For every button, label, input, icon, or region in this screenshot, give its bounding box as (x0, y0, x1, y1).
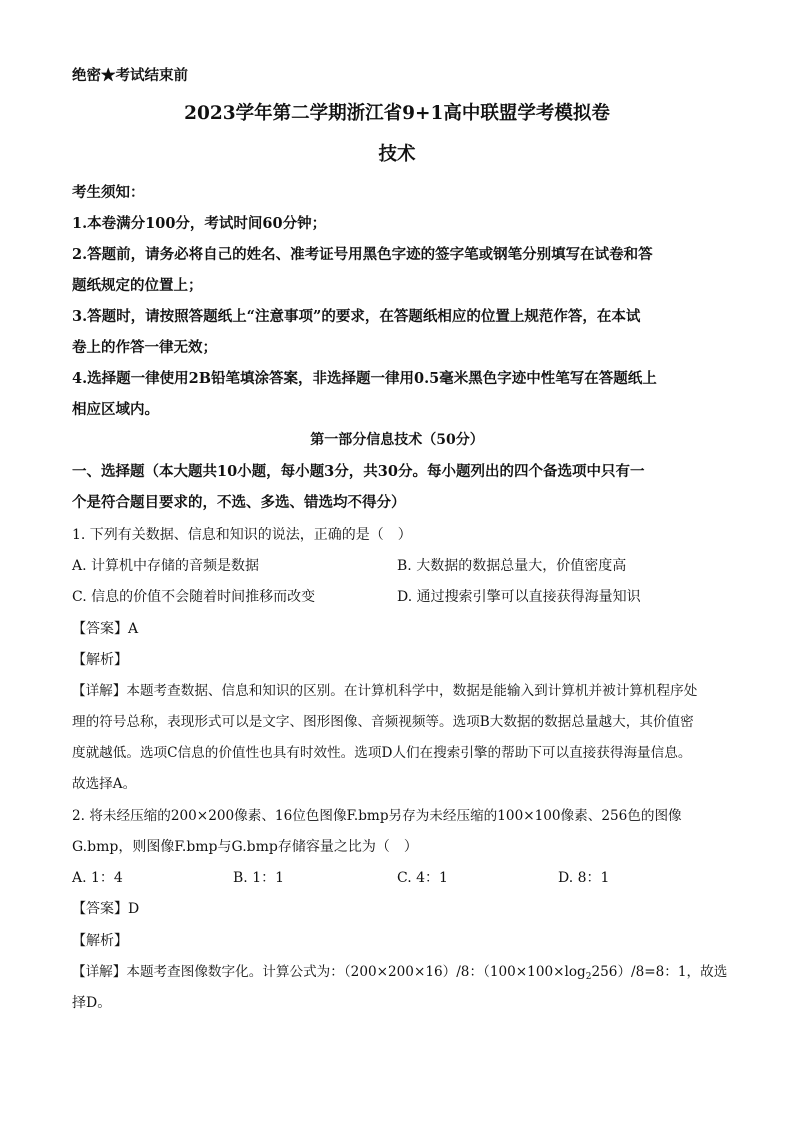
question-2-option-b: B. 1：1 (233, 870, 285, 886)
question-2-analysis-label: 【解析】 (72, 933, 128, 949)
confidential-label: 绝密★考试结束前 (72, 67, 188, 84)
question-1-analysis-label: 【解析】 (72, 652, 128, 668)
question-1-option-b: B. 大数据的数据总量大，价值密度高 (397, 558, 627, 574)
question-2-stem: 2. 将未经压缩的200×200像素、16位色图像F.bmp另存为未经压缩的100×100像素、256色的图像 (72, 808, 682, 824)
question-1-stem: 1. 下列有关数据、信息和知识的说法，正确的是（ ） (72, 527, 412, 543)
question-1-option-c: C. 信息的价值不会随着时间推移而改变 (72, 589, 316, 605)
notice-line: 卷上的作答一律无效； (72, 339, 217, 356)
question-1-detail: 【详解】本题考查数据、信息和知识的区别。在计算机科学中，数据是能输入到计算机并被计算机程序处 (72, 683, 698, 699)
notice-line: 4.选择题一律使用2B铅笔填涂答案，非选择题一律用0.5毫米黑色字迹中性笔写在答题纸上 (72, 370, 657, 387)
question-2-option-a: A. 1：4 (72, 870, 123, 886)
question-1-detail: 故选择A。 (72, 776, 137, 792)
question-2-answer: 【答案】D (72, 901, 140, 917)
section-heading: 一、选择题（本大题共10小题，每小题3分，共30分。每小题列出的四个备选项中只有一 (72, 463, 645, 480)
question-2-stem: G.bmp，则图像F.bmp与G.bmp存储容量之比为（ ） (72, 839, 418, 855)
notice-line: 3.答题时，请按照答题纸上“注意事项”的要求，在答题纸相应的位置上规范作答，在本试 (72, 308, 641, 325)
question-1-option-d: D. 通过搜索引擎可以直接获得海量知识 (397, 589, 641, 605)
section-heading: 个是符合题目要求的，不选、多选、错选均不得分） (72, 494, 406, 511)
question-1-detail: 理的符号总称，表现形式可以是文字、图形图像、音频视频等。选项B大数据的数据总量越大，其价值密 (72, 714, 694, 730)
notice-line: 相应区域内。 (72, 401, 159, 418)
question-1-option-a: A. 计算机中存储的音频是数据 (72, 558, 260, 574)
question-2-detail: 择D。 (72, 995, 112, 1011)
question-2-option-c: C. 4：1 (397, 870, 448, 886)
part-title: 第一部分信息技术（50分） (310, 432, 484, 448)
question-1-answer: 【答案】A (72, 621, 139, 637)
notice-heading: 考生须知： (72, 184, 145, 201)
question-2-option-d: D. 8：1 (558, 870, 610, 886)
question-1-detail: 度就越低。选项C信息的价值性也具有时效性。选项D人们在搜索引擎的帮助下可以直接获得海量信息。 (72, 745, 692, 761)
notice-line: 2.答题前，请务必将自己的姓名、准考证号用黑色字迹的签字笔或钢笔分别填写在试卷和答 (72, 246, 653, 263)
exam-title: 2023学年第二学期浙江省9+1高中联盟学考模拟卷 (184, 103, 610, 124)
notice-line: 1.本卷满分100分，考试时间60分钟； (72, 215, 327, 232)
subject-title: 技术 (378, 144, 416, 165)
log-base-subscript: 2 (585, 972, 592, 982)
notice-line: 题纸规定的位置上； (72, 277, 203, 294)
question-2-detail (72, 962, 727, 982)
question-2-detail-text: 【详解】本题考查图像数字化。计算公式为：（200×200×16）/8：（100×100×log (72, 964, 586, 980)
question-2-detail-text: 256）/8=8：1，故选 (591, 964, 728, 980)
